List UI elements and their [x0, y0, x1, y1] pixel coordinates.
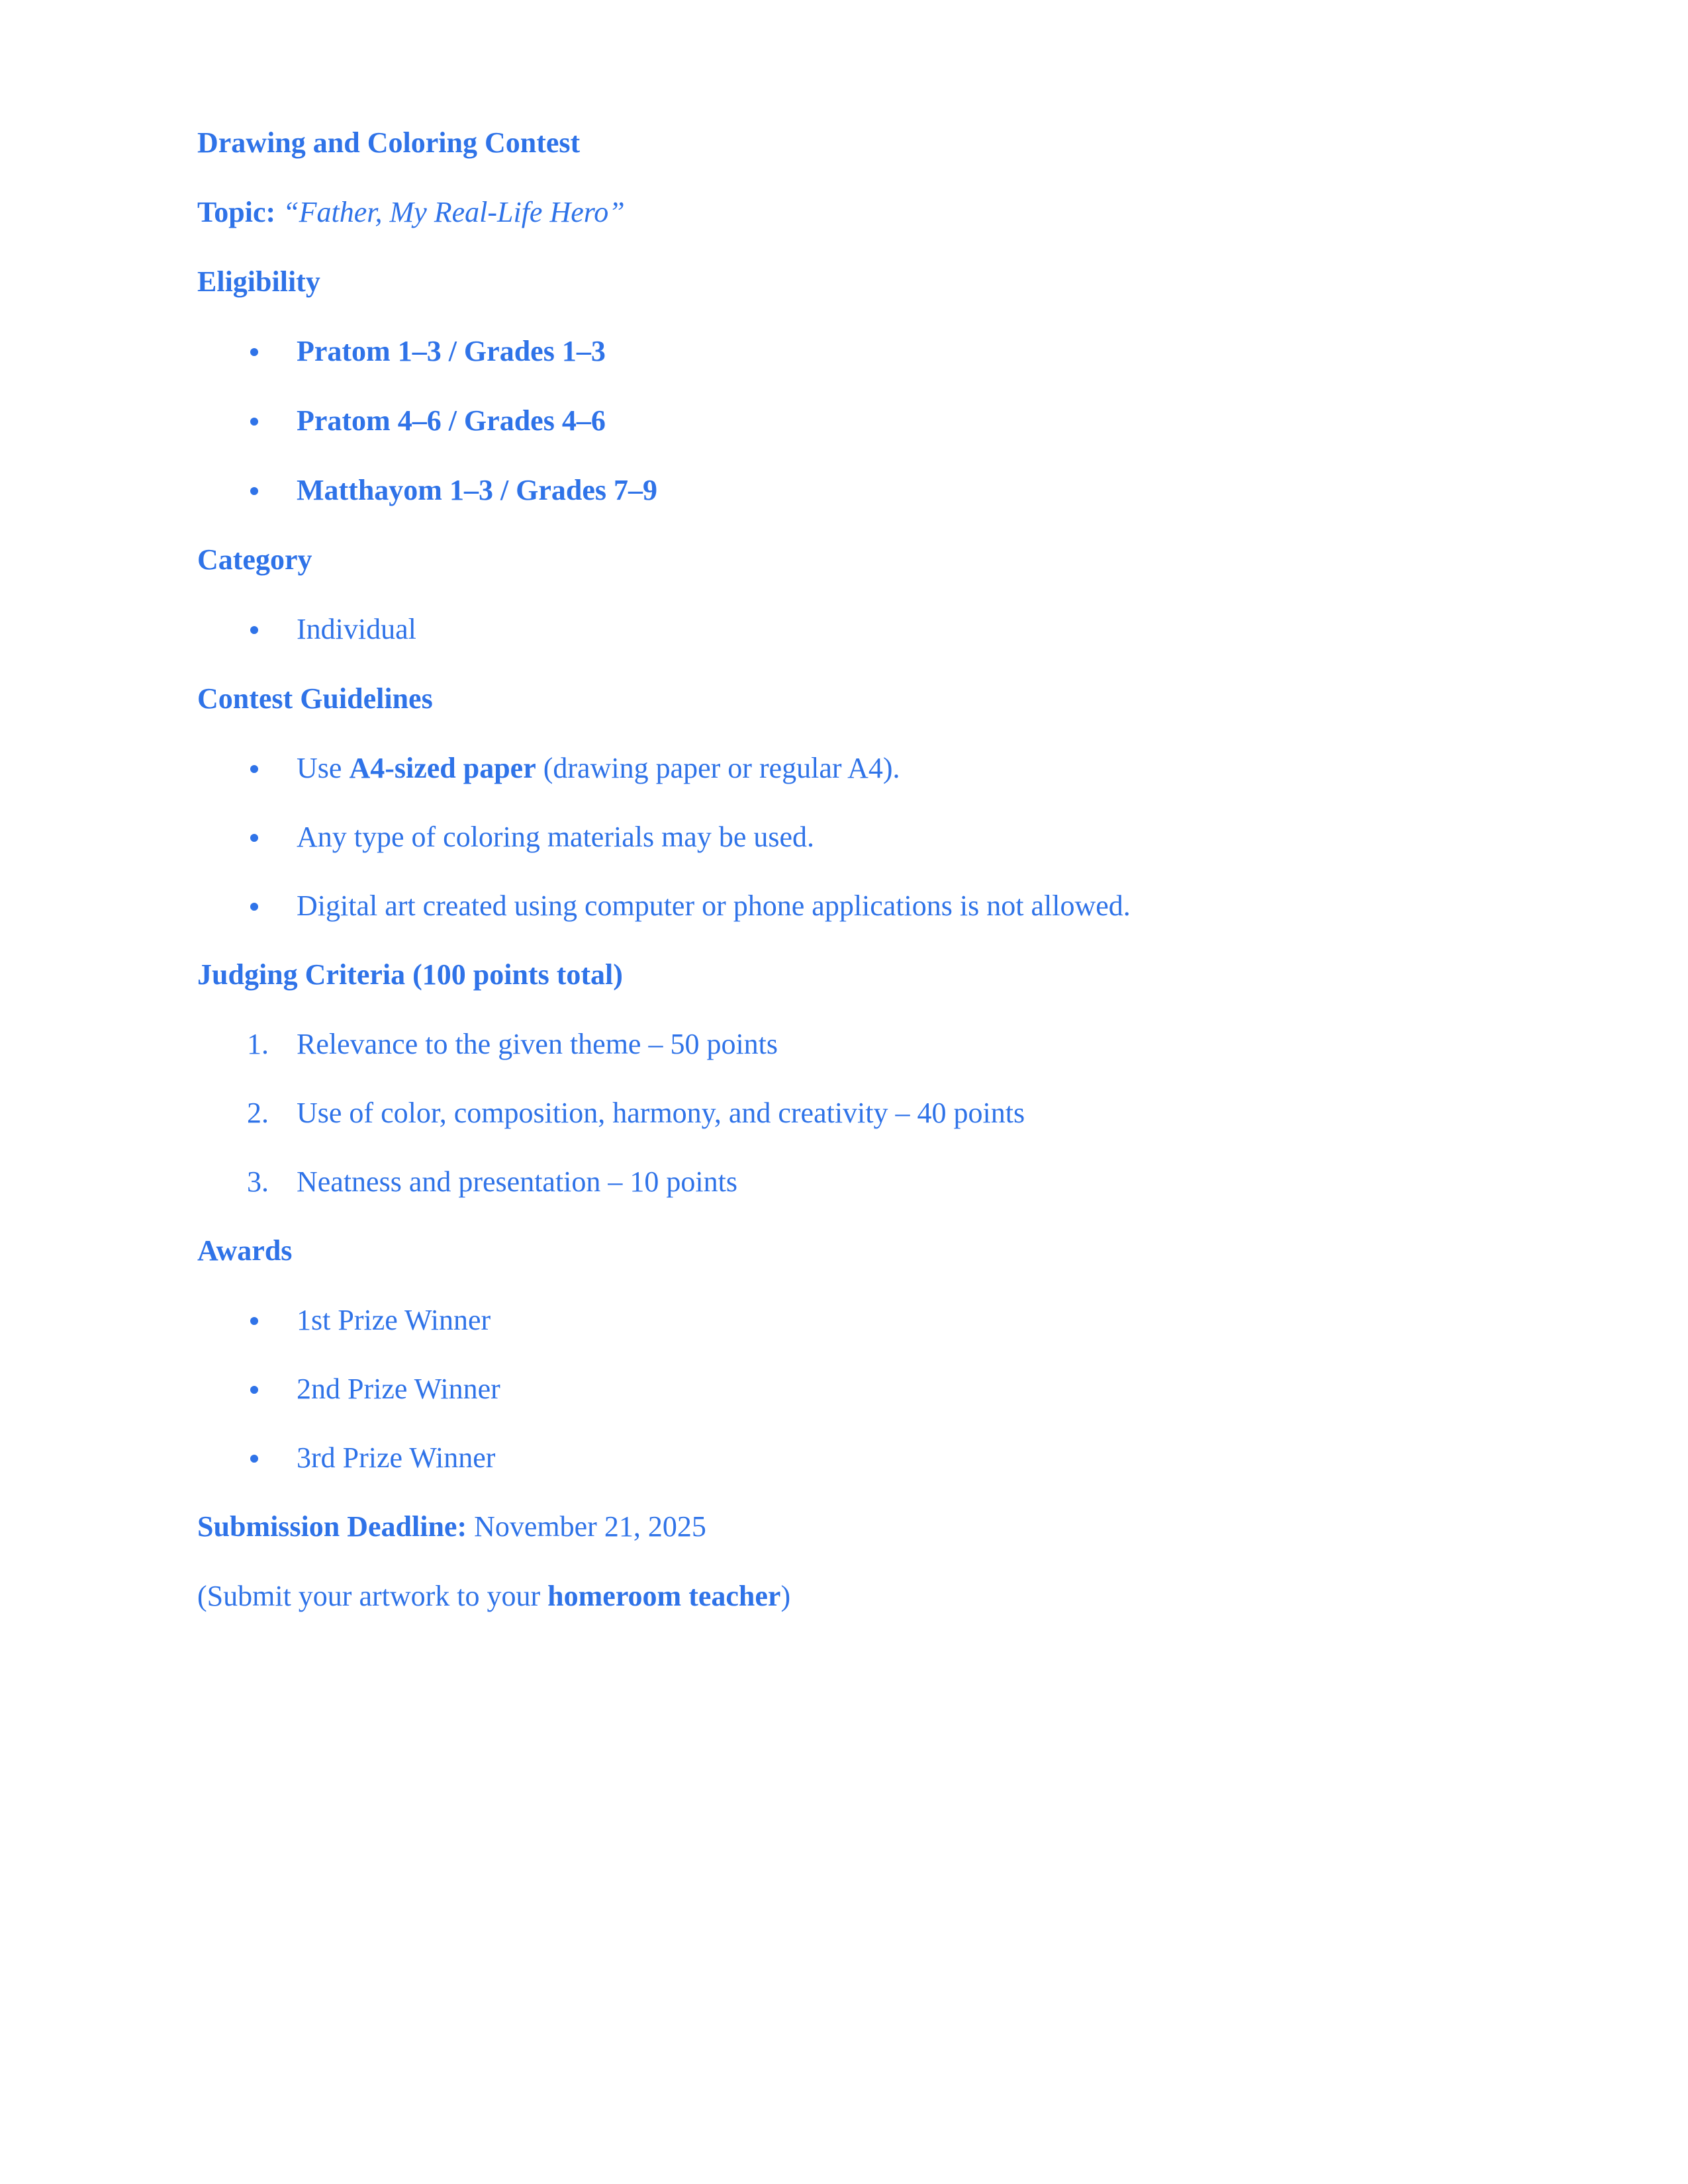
document-page: [197, 128, 1495, 1651]
guideline-text-bold: A4-sized paper: [349, 752, 536, 784]
submit-note-before: (Submit your artwork to your: [197, 1580, 548, 1612]
awards-list: [197, 1306, 1495, 1512]
judging-heading: Judging Criteria (100 points total): [197, 958, 623, 991]
guidelines-heading: Contest Guidelines: [197, 682, 433, 715]
bullet-icon: [250, 1386, 258, 1394]
document-title: Drawing and Coloring Contest: [197, 126, 581, 159]
list-item: [197, 1375, 1495, 1443]
guideline-text: Any type of coloring materials may be used.: [297, 821, 815, 853]
eligibility-heading: Eligibility: [197, 265, 320, 298]
category-heading: Category: [197, 543, 312, 576]
list-number: 1.: [247, 1028, 269, 1060]
list-number: 2.: [247, 1097, 269, 1129]
eligibility-item-label: Matthayom 1–3 / Grades 7–9: [297, 474, 658, 506]
bullet-icon: [250, 626, 258, 634]
category-item-label: Individual: [297, 613, 416, 645]
guideline-text: Digital art created using computer or phone applications is not allowed.: [297, 889, 1131, 922]
topic-label: Topic:: [197, 196, 276, 228]
topic-line: [197, 198, 1495, 267]
list-number: 3.: [247, 1165, 269, 1198]
bullet-icon: [250, 834, 258, 842]
bullet-icon: [250, 903, 258, 911]
bullet-icon: [250, 1455, 258, 1463]
judging-item-text: Neatness and presentation – 10 points: [297, 1165, 737, 1198]
eligibility-item-label: Pratom 4–6 / Grades 4–6: [297, 404, 606, 437]
list-item: [197, 1167, 1495, 1236]
list-item: [197, 337, 1495, 406]
list-item: [197, 476, 1495, 545]
list-item: [197, 823, 1495, 891]
deadline-value: November 21, 2025: [467, 1510, 706, 1543]
bullet-icon: [250, 418, 258, 426]
submit-note: [197, 1582, 1495, 1651]
judging-list: [197, 1030, 1495, 1236]
submit-note-bold: homeroom teacher: [547, 1580, 781, 1612]
topic-value: “Father, My Real-Life Hero”: [283, 196, 625, 228]
list-item: [197, 891, 1495, 960]
guidelines-list: [197, 754, 1495, 960]
list-item: [197, 1030, 1495, 1099]
bullet-icon: [250, 487, 258, 495]
bullet-icon: [250, 765, 258, 773]
submit-note-after: ): [780, 1580, 791, 1612]
deadline-line: [197, 1512, 1495, 1582]
list-item: [197, 1099, 1495, 1167]
award-item-label: 3rd Prize Winner: [297, 1441, 496, 1474]
award-item-label: 1st Prize Winner: [297, 1304, 491, 1336]
guideline-text-before: Use: [297, 752, 350, 784]
awards-heading: Awards: [197, 1234, 293, 1267]
list-item: [197, 1306, 1495, 1375]
bullet-icon: [250, 1317, 258, 1325]
eligibility-list: [197, 337, 1495, 545]
category-list: [197, 615, 1495, 684]
judging-item-text: Relevance to the given theme – 50 points: [297, 1028, 778, 1060]
list-item: [197, 615, 1495, 684]
list-item: [197, 754, 1495, 823]
deadline-label: Submission Deadline:: [197, 1510, 467, 1543]
list-item: [197, 1443, 1495, 1512]
judging-item-text: Use of color, composition, harmony, and creativity – 40 points: [297, 1097, 1025, 1129]
list-item: [197, 406, 1495, 476]
guideline-text-after: (drawing paper or regular A4).: [536, 752, 900, 784]
bullet-icon: [250, 348, 258, 356]
eligibility-item-label: Pratom 1–3 / Grades 1–3: [297, 335, 606, 367]
award-item-label: 2nd Prize Winner: [297, 1373, 500, 1405]
